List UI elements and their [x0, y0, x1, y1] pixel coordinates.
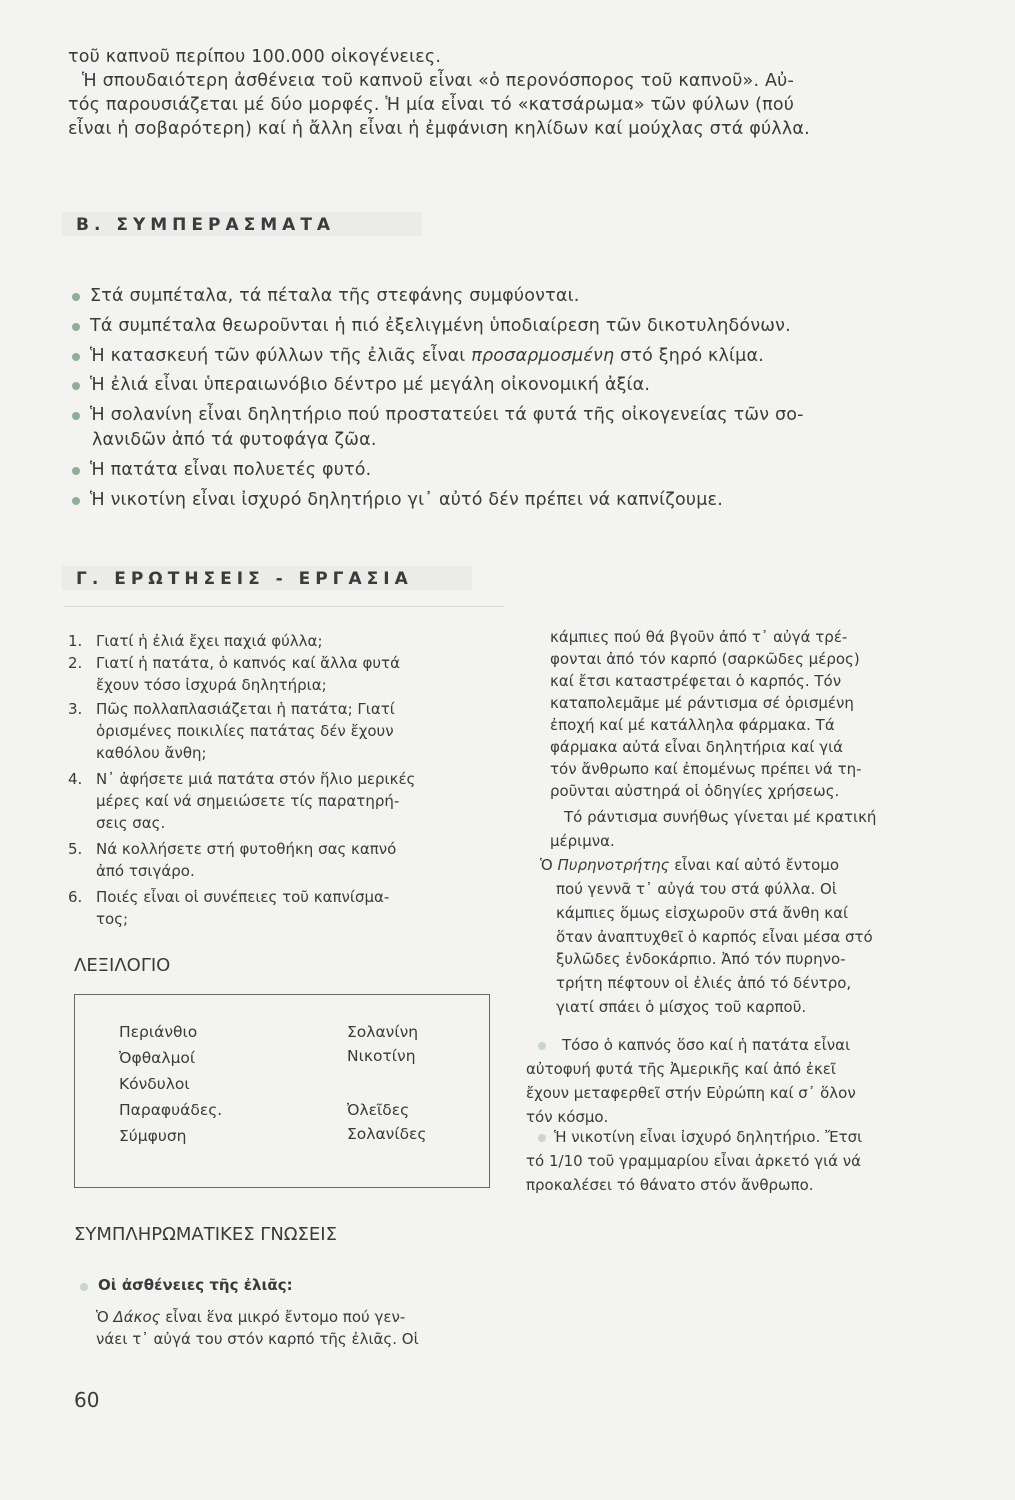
bullet-icon	[72, 497, 80, 505]
section-b-heading: Β. ΣΥΜΠΕΡΑΣΜΑΤΑ	[76, 215, 336, 235]
question-text: Γιατί ἡ πατάτα, ὁ καπνός καί ἄλλα φυτά	[96, 654, 400, 672]
conclusion-item	[72, 488, 952, 512]
glossary-term: Παραφυάδες.	[119, 1101, 223, 1119]
section-c-heading: Γ. ΕΡΩΤΗΣΕΙΣ - ΕΡΓΑΣΙΑ	[76, 569, 413, 589]
glossary-term: Κόνδυλοι	[119, 1075, 190, 1093]
right-line: Ὁ Πυρηνοτρήτης εἶναι καί αὐτό ἔντομο	[540, 856, 840, 874]
glossary-term: Σολανίδες	[347, 1125, 427, 1143]
intro-line: τός παρουσιάζεται μέ δύο μορφές. Ἡ μία εἶναι τό «κατσάρωμα» τῶν φύλων (πού	[68, 95, 795, 115]
bullet-icon	[538, 1042, 546, 1050]
conclusion-text-continued: λανιδῶν ἀπό τά φυτοφάγα ζῶα.	[92, 430, 377, 450]
conclusion-item	[72, 458, 952, 482]
right-line: ξυλῶδες ἐνδοκάρπιο. Ἀπό τόν πυρηνο-	[556, 950, 846, 968]
bullet-icon	[72, 323, 80, 331]
bullet-icon	[72, 293, 80, 301]
glossary-title: ΛΕΞΙΛΟΓΙΟ	[74, 955, 171, 976]
conclusion-text: Ἡ κατασκευή τῶν φύλλων τῆς ἐλιᾶς εἶναι προσαρμοσμένη στό ξηρό κλίμα.	[90, 346, 765, 366]
glossary-term: Νικοτίνη	[347, 1047, 416, 1065]
right-line: αὐτοφυή φυτά τῆς Ἀμερικῆς καί ἀπό ἐκεῖ	[526, 1060, 836, 1078]
question-text: Ν᾽ ἀφήσετε μιά πατάτα στόν ἥλιο μερικές	[96, 770, 416, 788]
question-number: 3.	[68, 700, 83, 718]
question-text: ὁρισμένες ποικιλίες πατάτας δέν ἔχουν	[96, 722, 394, 740]
question-text: Πῶς πολλαπλασιάζεται ἡ πατάτα; Γιατί	[96, 700, 395, 718]
supplementary-title: ΣΥΜΠΛΗΡΩΜΑΤΙΚΕΣ ΓΝΩΣΕΙΣ	[74, 1224, 337, 1245]
right-line: τόν κόσμο.	[526, 1108, 609, 1126]
question-text: Γιατί ἡ ἐλιά ἔχει παχιά φύλλα;	[96, 632, 323, 650]
right-line: γιατί σπάει ὁ μίσχος τοῦ καρποῦ.	[556, 998, 807, 1016]
supplementary-line: νάει τ᾽ αὐγά του στόν καρπό τῆς ἐλιᾶς. Οἱ	[96, 1330, 419, 1348]
bullet-icon	[538, 1134, 546, 1142]
conclusion-item	[72, 344, 952, 368]
glossary-term: Σύμφυση	[119, 1127, 187, 1145]
supplementary-line: Ὁ Δάκος εἶναι ἕνα μικρό ἔντομο πού γεν-	[96, 1308, 406, 1326]
question-text: σεις σας.	[96, 814, 166, 832]
intro-line: Ἡ σπουδαιότερη ἀσθένεια τοῦ καπνοῦ εἶναι «ὁ περονόσπορος τοῦ καπνοῦ». Αὐ-	[82, 71, 795, 91]
right-line: φονται ἀπό τόν καρπό (σαρκῶδες μέρος)	[550, 650, 860, 668]
question-number: 1.	[68, 632, 83, 650]
question-text: ἀπό τσιγάρο.	[96, 862, 195, 880]
bullet-icon	[72, 382, 80, 390]
conclusion-item	[72, 284, 952, 308]
conclusion-text: Ἡ ἐλιά εἶναι ὑπεραιωνόβιο δέντρο μέ μεγάλη οἰκονομική ἀξία.	[90, 375, 651, 395]
conclusion-text: Τά συμπέταλα θεωροῦνται ἡ πιό ἐξελιγμένη ὑποδιαίρεση τῶν δικοτυληδόνων.	[90, 316, 791, 336]
question-number: 2.	[68, 654, 83, 672]
glossary-box	[74, 994, 490, 1188]
right-line: τόν ἄνθρωπο καί ἐπομένως πρέπει νά τη-	[550, 760, 862, 778]
right-line: Τό ράντισμα συνήθως γίνεται μέ κρατική	[564, 808, 877, 826]
bullet-icon	[72, 412, 80, 420]
bullet-icon	[72, 353, 80, 361]
question-text: Νά κολλήσετε στή φυτοθήκη σας καπνό	[96, 840, 397, 858]
right-line: πού γεννᾶ τ᾽ αὐγά του στά φύλλα. Οἱ	[556, 880, 837, 898]
section-c-rule	[64, 606, 504, 607]
question-text: καθόλου ἄνθη;	[96, 744, 207, 762]
right-line: ἔχουν μεταφερθεῖ στήν Εὐρώπη καί σ᾽ ὅλον	[526, 1084, 856, 1102]
right-line: ὅταν ἀναπτυχθεῖ ὁ καρπός εἶναι μέσα στό	[556, 928, 873, 946]
conclusion-text: Ἡ σολανίνη εἶναι δηλητήριο πού προστατεύει τά φυτά τῆς οἰκογενείας τῶν σο-	[90, 405, 804, 425]
right-line: καί ἔτσι καταστρέφεται ὁ καρπός. Τόν	[550, 672, 842, 690]
question-number: 6.	[68, 888, 83, 906]
question-text: τος;	[96, 910, 129, 928]
right-line: Ἡ νικοτίνη εἶναι ἰσχυρό δηλητήριο. Ἔτσι	[554, 1128, 863, 1146]
glossary-term: Περιάνθιο	[119, 1023, 198, 1041]
bullet-icon	[72, 467, 80, 475]
conclusion-item	[72, 373, 952, 397]
bullet-icon	[80, 1283, 88, 1291]
right-line: φάρμακα αὐτά εἶναι δηλητήρια καί γιά	[550, 738, 844, 756]
right-line: μέριμνα.	[550, 832, 615, 850]
right-line: ροῦνται αὐστηρά οἱ ὁδηγίες χρήσεως.	[550, 782, 840, 800]
conclusion-item	[72, 314, 952, 338]
conclusion-text: Στά συμπέταλα, τά πέταλα τῆς στεφάνης συμφύονται.	[90, 286, 580, 306]
glossary-term: Ὀφθαλμοί	[119, 1049, 196, 1067]
right-line: ἐποχή καί μέ κατάλληλα φάρμακα. Τά	[550, 716, 835, 734]
glossary-term: Σολανίνη	[347, 1023, 419, 1041]
right-line: καταπολεμᾶμε μέ ράντισμα σέ ὁρισμένη	[550, 694, 854, 712]
question-text: ἔχουν τόσο ἰσχυρά δηλητήρια;	[96, 676, 327, 694]
right-line: κάμπιες ὅμως εἰσχωροῦν στά ἄνθη καί	[556, 904, 849, 922]
question-number: 5.	[68, 840, 83, 858]
intro-line: εἶναι ἡ σοβαρότερη) καί ἡ ἄλλη εἶναι ἡ ἐμφάνιση κηλίδων καί μούχλας στά φύλλα.	[68, 119, 810, 139]
conclusion-text: Ἡ νικοτίνη εἶναι ἰσχυρό δηλητήριο γι᾽ αὐτό δέν πρέπει νά καπνίζουμε.	[90, 490, 723, 510]
glossary-term: Ὀλεῖδες	[347, 1101, 410, 1119]
supplementary-paragraph	[96, 1306, 516, 1350]
intro-line: τοῦ καπνοῦ περίπου 100.000 οἰκογένειες.	[68, 47, 442, 67]
question-text: μέρες καί νά σημειώσετε τίς παρατηρή-	[96, 792, 400, 810]
right-line: κάμπιες πού θά βγοῦν ἀπό τ᾽ αὐγά τρέ-	[550, 628, 848, 646]
conclusion-item	[72, 403, 952, 451]
question-number: 4.	[68, 770, 83, 788]
conclusion-text: Ἡ πατάτα εἶναι πολυετές φυτό.	[90, 460, 372, 480]
page-number: 60	[74, 1388, 100, 1412]
right-line: Τόσο ὁ καπνός ὅσο καί ἡ πατάτα εἶναι	[562, 1036, 851, 1054]
question-text: Ποιές εἶναι οἱ συνέπειες τοῦ καπνίσμα-	[96, 888, 390, 906]
right-line: τό 1/10 τοῦ γραμμαρίου εἶναι ἀρκετό γιά νά	[526, 1152, 862, 1170]
right-line: τρήτη πέφτουν οἱ ἐλιές ἀπό τό δέντρο,	[556, 974, 852, 992]
supplementary-subtitle: Οἱ ἀσθένειες τῆς ἐλιᾶς:	[98, 1276, 293, 1294]
right-line: προκαλέσει τό θάνατο στόν ἄνθρωπο.	[526, 1176, 814, 1194]
